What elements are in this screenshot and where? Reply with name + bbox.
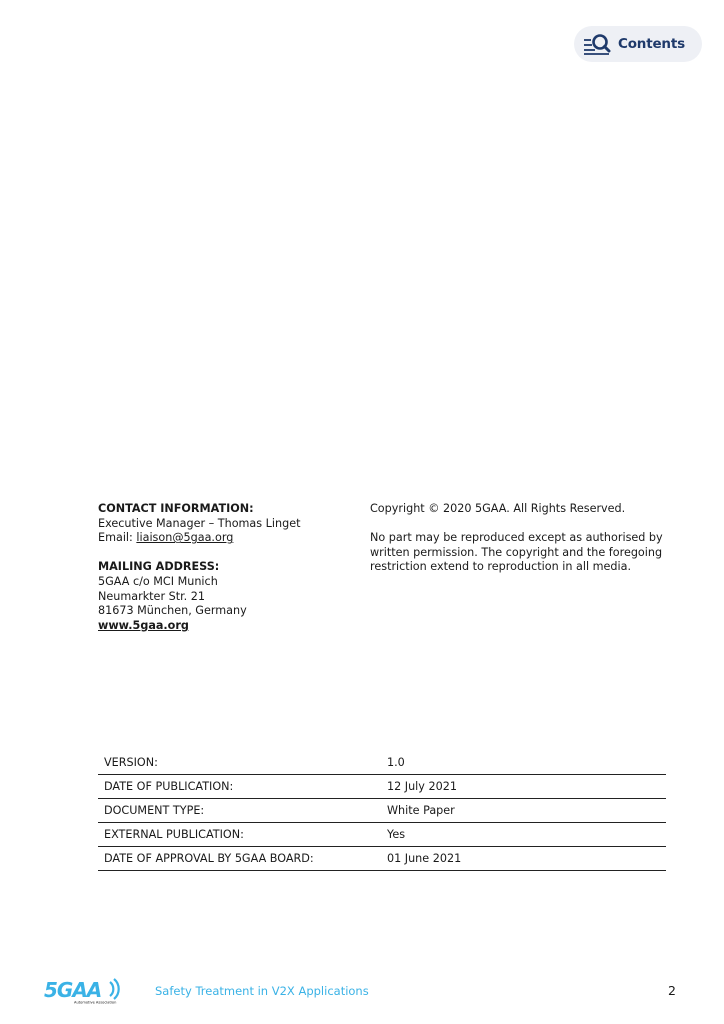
address-line: 5GAA c/o MCI Munich: [98, 574, 218, 588]
email-prefix: Email:: [98, 531, 137, 545]
table-row: [98, 751, 666, 775]
email-link[interactable]: liaison@5gaa.org: [136, 531, 234, 545]
search-list-icon: [583, 32, 611, 56]
document-meta-table: [98, 751, 666, 871]
footer-document-title: Safety Treatment in V2X Applications: [155, 984, 369, 998]
svg-text:Automotive Association: Automotive Association: [74, 1000, 117, 1005]
svg-text:5GAA: 5GAA: [44, 978, 102, 1002]
executive-manager: Executive Manager – Thomas Linget: [98, 516, 301, 530]
5gaa-logo: [44, 977, 126, 1005]
email-line: [98, 531, 348, 546]
meta-value: 01 June 2021: [387, 852, 462, 865]
meta-value: 12 July 2021: [387, 780, 457, 793]
address-line: Neumarkter Str. 21: [98, 589, 206, 603]
meta-label: EXTERNAL PUBLICATION:: [104, 828, 244, 841]
meta-label: DATE OF APPROVAL BY 5GAA BOARD:: [104, 852, 314, 865]
meta-value: 1.0: [387, 756, 405, 769]
meta-value: Yes: [387, 828, 406, 841]
website-link[interactable]: www.5gaa.org: [98, 618, 189, 632]
table-row: [98, 799, 666, 823]
page-number: 2: [668, 983, 676, 998]
meta-label: DOCUMENT TYPE:: [104, 804, 205, 817]
contents-button[interactable]: [574, 26, 702, 62]
copyright-restriction: No part may be reproduced except as authorised by written permission. The copyright and the foregoing restriction extend to reproduction in all media.: [370, 531, 663, 574]
contact-heading: CONTACT INFORMATION:: [98, 502, 254, 515]
table-row: [98, 775, 666, 799]
copyright-notice: Copyright © 2020 5GAA. All Rights Reserved.: [370, 502, 626, 515]
table-row: [98, 847, 666, 871]
meta-label: VERSION:: [104, 756, 158, 769]
meta-value: White Paper: [387, 804, 455, 817]
address-line: 81673 München, Germany: [98, 604, 247, 618]
copyright-block: [370, 502, 670, 575]
mailing-address-heading: MAILING ADDRESS:: [98, 560, 220, 574]
table-row: [98, 823, 666, 847]
contact-information: [98, 502, 348, 633]
meta-label: DATE OF PUBLICATION:: [104, 780, 234, 793]
contents-label: Contents: [618, 36, 685, 52]
spacer: [98, 546, 348, 561]
